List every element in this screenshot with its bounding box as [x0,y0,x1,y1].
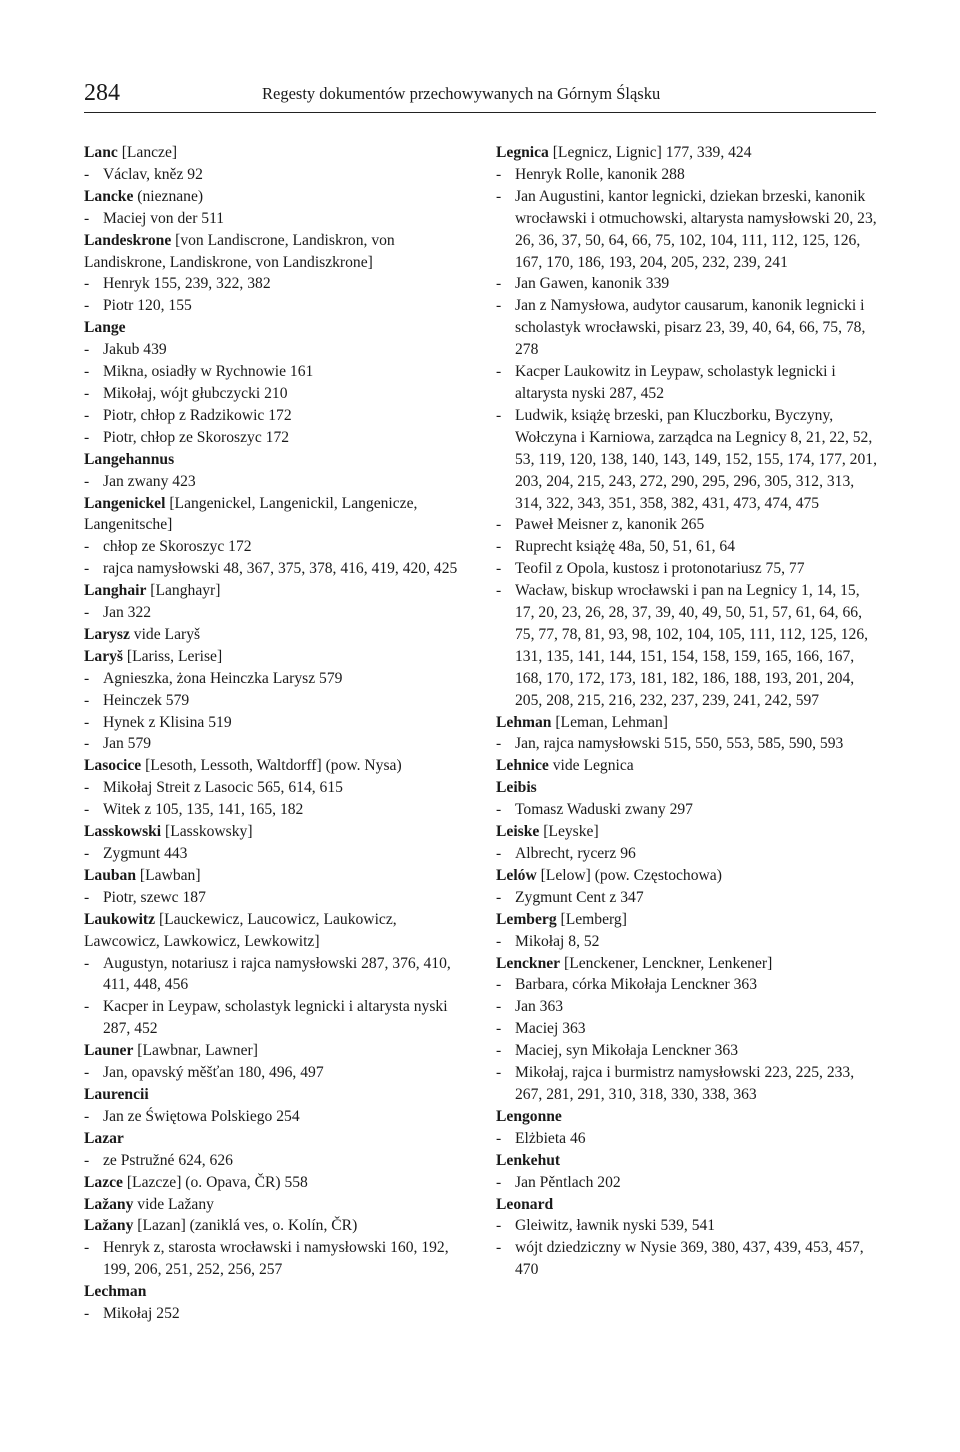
sub-entry-dash: - [84,363,90,381]
entry-variants: [Lazcze] (o. Opava, ČR) 558 [122,1173,308,1191]
entry-heading [84,1194,458,1216]
index-entry [84,909,458,1040]
sub-entry-text: Wacław, biskup wrocławski i pan na Legnicy 1, 14, 15, 17, 20, 23, 26, 28, 37, 39, 40, 49, 50, 51, 57, 61, 64, 66, 75, 77, 78, 81, 93, 98, 102, 104, 105, 111, 112, 125, 126, 131, 135, 141, 144, 151, 154, 158, 159, 165, 166, 167, 168, 170, 172, 173, 181, 182, 186, 188, 193, 201, 204, 205, 208, 215, 216, 232, 237, 239, 241, 242, 597 [515,582,869,709]
entry-variants: [Legnicz, Lignic] 177, 339, 424 [548,144,752,161]
sub-entry-text: Jan zwany 423 [103,472,196,490]
entry-heading [496,1106,878,1128]
entry-heading [84,1215,458,1237]
sub-entry-dash: - [84,888,90,906]
sub-entry-text: Witek z 105, 135, 141, 165, 182 [103,801,304,819]
entry-heading [84,1084,458,1106]
index-entry [496,712,878,756]
index-entry [84,493,458,581]
sub-entry [496,558,878,580]
sub-entry-text: Zygmunt Cent z 347 [515,888,644,906]
sub-entry-text: wójt dziedziczny w Nysie 369, 380, 437, 439, 453, 457, 470 [515,1239,864,1279]
entry-headword: Lange [84,319,126,337]
index-column-left [84,142,458,1325]
sub-entry-text: Jan ze Świętowa Polskiego 254 [103,1107,300,1125]
entry-headword: Larysz [84,625,130,643]
entry-heading [496,142,878,164]
sub-entry-text: Maciej, syn Mikołaja Lenckner 363 [515,1042,739,1060]
index-entry [496,777,878,821]
sub-entry-text: Barbara, córka Mikołaja Lenckner 363 [515,976,758,994]
sub-entry-text: Ruprecht książę 48a, 50, 51, 61, 64 [515,538,735,556]
entry-heading [84,909,458,953]
sub-entry [496,1215,878,1237]
sub-entry-text: Kacper Laukowitz in Leypaw, scholastyk legnicki i altarysta nyski 287, 452 [515,363,836,402]
sub-entry-text: Piotr 120, 155 [103,297,192,315]
entry-heading [84,142,458,164]
entry-variants: [Lariss, Lerise] [122,647,223,665]
entry-heading [84,646,458,668]
index-entry [496,755,878,777]
entry-headword: Lasskowski [84,823,162,841]
sub-entry [84,712,458,734]
sub-entry-dash: - [84,1107,90,1125]
entry-heading [84,317,458,339]
entry-headword: Lanc [84,144,118,161]
sub-entry [496,186,878,274]
sub-entry-dash: - [84,604,90,622]
index-entry [84,449,458,493]
sub-entry-dash: - [84,779,90,797]
entry-headword: Lasocice [84,757,142,775]
sub-entry-text: Agnieszka, żona Heinczka Larysz 579 [103,669,343,687]
running-title: Regesty dokumentów przechowywanych na Górnym Śląsku [262,84,661,103]
sub-entry-text: Jakub 439 [103,341,167,359]
sub-entry-dash: - [84,1151,90,1169]
sub-entry-text: Jan Gawen, kanonik 339 [515,275,670,293]
sub-entry-dash: - [496,1042,502,1060]
entry-headword: Lauban [84,866,137,884]
sub-entry [496,1062,878,1106]
index-entry [84,1215,458,1281]
sub-entry [496,974,878,996]
entry-headword: Leibis [496,779,537,797]
sub-entry [84,339,458,361]
sub-entry-text: Mikna, osiadły w Rychnowie 161 [103,363,314,381]
entry-heading [496,909,878,931]
entry-variants: [Leyske] [539,823,599,841]
sub-entry-dash: - [496,363,502,381]
page-number: 284 [84,80,120,106]
entry-heading [84,1281,458,1303]
index-entry [84,1128,458,1172]
entry-variants: [Lesoth, Lessoth, Waltdorff] (pow. Nysa) [141,757,402,775]
sub-entry [496,405,878,515]
sub-entry-text: Mikołaj Streit z Lasocic 565, 614, 615 [103,779,343,797]
entry-heading [84,186,458,208]
entry-headword: Lelów [496,866,537,884]
entry-headword: Lenckner [496,954,561,972]
sub-entry-dash: - [496,998,502,1016]
index-entry [496,1150,878,1194]
sub-entry-text: Piotr, szewc 187 [103,888,206,906]
sub-entry-text: Augustyn, notariusz i rajca namysłowski 287, 376, 410, 411, 448, 456 [103,954,451,994]
sub-entry-dash: - [496,735,502,753]
sub-entry-dash: - [84,1305,90,1323]
sub-entry [84,799,458,821]
sub-entry-text: Mikołaj, wójt głubczycki 210 [103,384,288,402]
sub-entry [84,1106,458,1128]
entry-variants: [Lenckener, Lenckner, Lenkener] [560,954,773,972]
index-entry [84,624,458,646]
page-header [84,78,876,113]
sub-entry [496,1040,878,1062]
index-column-right [496,142,878,1281]
sub-entry [84,1303,458,1325]
entry-heading [496,1150,878,1172]
sub-entry-text: Albrecht, rycerz 96 [515,845,636,862]
sub-entry-text: Henryk z, starosta wrocławski i namysłowski 160, 192, 199, 206, 251, 252, 256, 257 [103,1239,449,1279]
sub-entry-dash: - [496,516,502,534]
sub-entry [84,887,458,909]
index-entry [84,1172,458,1194]
entry-heading [84,449,458,471]
index-entry [496,821,878,865]
sub-entry-dash: - [84,472,90,490]
sub-entry-dash: - [84,384,90,402]
entry-headword: Langenickel [84,494,166,512]
entry-headword: Landeskrone [84,231,172,249]
sub-entry-text: Zygmunt 443 [103,845,188,862]
sub-entry-dash: - [496,582,502,600]
index-entry [496,1194,878,1282]
sub-entry [84,733,458,755]
entry-variants: [von Landiscrone, Landiskron, von Landiskrone, Landiskrone, von Landiszkrone] [84,231,395,271]
sub-entry-dash: - [84,713,90,731]
sub-entry [84,668,458,690]
sub-entry-text: Mikołaj 8, 52 [515,932,600,950]
sub-entry [496,799,878,821]
index-entry [84,755,458,821]
sub-entry-text: Piotr, chłop ze Skoroszyc 172 [103,428,290,446]
index-entry [84,821,458,865]
index-entry [84,230,458,318]
sub-entry [84,405,458,427]
sub-entry-text: Heinczek 579 [103,691,190,709]
sub-entry-text: Maciej 363 [515,1020,586,1038]
sub-entry-dash: - [496,932,502,950]
sub-entry-text: Maciej von der 511 [103,209,225,227]
sub-entry [496,580,878,711]
sub-entry-text: Hynek z Klisina 519 [103,713,232,731]
sub-entry [84,471,458,493]
sub-entry-dash: - [84,801,90,819]
entry-heading [496,1194,878,1216]
entry-headword: Lažany [84,1217,134,1235]
sub-entry [84,996,458,1040]
sub-entry [84,777,458,799]
sub-entry-dash: - [496,165,502,183]
sub-entry [84,690,458,712]
index-entry [84,1040,458,1084]
sub-entry [496,361,878,405]
sub-entry-dash: - [84,1064,90,1082]
sub-entry [496,536,878,558]
index-entry [84,1084,458,1128]
entry-headword: Lengonne [496,1107,562,1125]
sub-entry-dash: - [496,801,502,819]
index-entry [84,186,458,230]
index-entry [84,1194,458,1216]
entry-headword: Legnica [496,144,549,161]
sub-entry [496,1018,878,1040]
sub-entry-dash: - [84,560,90,578]
sub-entry-dash: - [84,998,90,1016]
entry-heading [496,755,878,777]
entry-heading [496,865,878,887]
sub-entry [496,514,878,536]
sub-entry-dash: - [496,560,502,578]
sub-entry-text: Mikołaj, rajca i burmistrz namysłowski 223, 225, 233, 267, 281, 291, 310, 318, 330, 338, 363 [515,1064,855,1103]
sub-entry-text: Gleiwitz, ławnik nyski 539, 541 [515,1217,716,1235]
entry-headword: Lažany [84,1195,134,1213]
entry-heading [84,821,458,843]
entry-headword: Lancke [84,187,134,205]
entry-headword: Lenkehut [496,1151,561,1169]
sub-entry-text: Tomasz Waduski zwany 297 [515,801,693,819]
sub-entry-dash: - [496,1020,502,1038]
index-entry [84,865,458,909]
sub-entry-text: Jan, opavský měšťan 180, 496, 497 [103,1064,324,1082]
sub-entry [84,953,458,997]
entry-heading [496,712,878,734]
entry-headword: Lazce [84,1173,123,1191]
index-entry [84,580,458,624]
sub-entry [84,361,458,383]
entry-heading [84,624,458,646]
sub-entry-text: Jan Pěntlach 202 [515,1173,621,1191]
index-entry [84,317,458,448]
sub-entry-text: Jan Augustini, kantor legnicki, dziekan brzeski, kanonik wrocławski i otmuchowski, altarysta namysłowski 20, 23, 26, 36, 37, 50, 64, 66, 75, 102, 104, 111, 112, 125, 126, 167, 170, 186, 193, 204, 205, 232, 239, 241 [515,187,877,271]
entry-headword: Langehannus [84,450,175,468]
sub-entry [84,1062,458,1084]
entry-headword: Laukowitz [84,910,156,928]
sub-entry [496,1128,878,1150]
index-entry [84,1281,458,1325]
entry-headword: Launer [84,1042,134,1060]
sub-entry-dash: - [496,976,502,994]
sub-entry [496,843,878,865]
entry-headword: Langhair [84,582,147,600]
sub-entry-dash: - [496,888,502,906]
sub-entry [84,1237,458,1281]
sub-entry-dash: - [84,538,90,556]
sub-entry [496,164,878,186]
index-entry [496,1106,878,1150]
sub-entry-dash: - [84,297,90,315]
entry-heading [84,493,458,537]
index-entry [84,142,458,186]
sub-entry-text: Ludwik, książę brzeski, pan Kluczborku, Byczyny, Wołczyna i Karniowa, zarządca na Legnicy 8, 21, 22, 52, 53, 119, 120, 138, 140, 143, 149, 152, 155, 174, 177, 201, 203, 204, 215, 243, 272, 290, 295, 296, 305, 312, 313, 314, 322, 343, 351, 358, 382, 431, 473, 474, 475 [515,406,877,512]
entry-headword: Lechman [84,1283,147,1301]
sub-entry-dash: - [84,275,90,293]
sub-entry-dash: - [84,669,90,687]
entry-heading [496,821,878,843]
entry-heading [84,1128,458,1150]
sub-entry-text: Kacper in Leypaw, scholastyk legnicki i altarysta nyski 287, 452 [103,998,448,1038]
entry-heading [84,1172,458,1194]
sub-entry-dash: - [84,691,90,709]
sub-entry-text: Mikołaj 252 [103,1305,180,1323]
sub-entry-dash: - [84,209,90,227]
entry-variants: [Langhayr] [146,582,221,600]
sub-entry-text: Jan 322 [103,604,152,622]
entry-variants: [Lazan] (zaniklá ves, o. Kolín, ČR) [133,1217,358,1235]
sub-entry-dash: - [496,1173,502,1191]
entry-heading [84,865,458,887]
sub-entry [496,887,878,909]
sub-entry [84,558,458,580]
sub-entry-text: Jan 579 [103,735,152,753]
sub-entry [496,931,878,953]
entry-headword: Lehnice [496,757,549,775]
sub-entry [84,536,458,558]
entry-variants: [Lawban] [136,866,201,884]
sub-entry-dash: - [496,845,502,862]
sub-entry-text: Jan 363 [515,998,564,1016]
entry-headword: Lemberg [496,910,557,928]
sub-entry-text: rajca namysłowski 48, 367, 375, 378, 416, 419, 420, 425 [103,560,458,578]
sub-entry-text: Václav, kněz 92 [103,165,203,183]
index-entry [496,142,878,712]
sub-entry-dash: - [496,406,502,424]
entry-heading [496,953,878,975]
sub-entry [84,383,458,405]
sub-entry-dash: - [84,165,90,183]
entry-variants: [Lelow] (pow. Częstochowa) [536,866,722,884]
sub-entry [496,295,878,361]
entry-heading [496,777,878,799]
sub-entry-dash: - [496,538,502,556]
sub-entry [496,1172,878,1194]
sub-entry-text: Jan, rajca namysłowski 515, 550, 553, 585, 590, 593 [515,735,844,753]
sub-entry [84,427,458,449]
entry-variants: [Langenickel, Langenickil, Langenicze, Langenitsche] [84,494,418,534]
sub-entry-text: Paweł Meisner z, kanonik 265 [515,516,705,534]
entry-headword: Leiske [496,823,540,841]
entry-variants: (nieznane) [133,187,204,205]
sub-entry-dash: - [496,297,502,315]
entry-headword: Laurencii [84,1085,149,1103]
entry-heading [84,230,458,274]
entry-variants: [Lancze] [117,144,178,161]
entry-variants: vide Legnica [548,757,634,775]
sub-entry [84,295,458,317]
entry-heading [84,580,458,602]
entry-headword: Leonard [496,1195,554,1213]
sub-entry [496,996,878,1018]
sub-entry-dash: - [84,735,90,753]
sub-entry-text: Henryk 155, 239, 322, 382 [103,275,271,293]
sub-entry-dash: - [496,1217,502,1235]
sub-entry-text: Jan z Namysłowa, audytor causarum, kanonik legnicki i scholastyk wrocławski, pisarz 23, 39, 40, 64, 66, 75, 78, 278 [515,297,866,359]
sub-entry [496,733,878,755]
sub-entry [84,602,458,624]
entry-variants: [Leman, Lehman] [551,713,668,731]
sub-entry-dash: - [84,845,90,862]
entry-variants: vide Laryš [129,625,201,643]
entry-variants: [Lawbnar, Lawner] [133,1042,258,1060]
sub-entry-dash: - [84,341,90,359]
sub-entry-dash: - [496,187,502,205]
sub-entry [496,273,878,295]
sub-entry [84,208,458,230]
entry-variants: [Lauckewicz, Laucowicz, Laukowicz, Lawcowicz, Lawkowicz, Lewkowitz] [84,910,397,950]
entry-variants: vide Lažany [133,1195,214,1213]
sub-entry-dash: - [496,1129,502,1147]
sub-entry [496,1237,878,1281]
sub-entry-text: Elżbieta 46 [515,1129,586,1147]
sub-entry-text: Piotr, chłop z Radzikowic 172 [103,406,292,424]
index-entry [496,865,878,909]
sub-entry-dash: - [84,406,90,424]
entry-variants: [Lasskowsky] [161,823,253,841]
sub-entry-dash: - [496,1064,502,1082]
entry-headword: Lehman [496,713,552,731]
sub-entry [84,843,458,865]
sub-entry-text: Teofil z Opola, kustosz i protonotariusz 75, 77 [515,560,805,578]
sub-entry-dash: - [84,1239,90,1257]
index-entry [496,909,878,953]
index-entry [84,646,458,756]
sub-entry-dash: - [84,428,90,446]
sub-entry-dash: - [496,1239,502,1257]
sub-entry-dash: - [84,954,90,972]
index-entry [496,953,878,1106]
sub-entry [84,164,458,186]
sub-entry [84,273,458,295]
sub-entry-text: ze Pstružné 624, 626 [103,1151,233,1169]
entry-heading [84,755,458,777]
entry-headword: Lazar [84,1129,124,1147]
sub-entry-text: Henryk Rolle, kanonik 288 [515,165,685,183]
sub-entry [84,1150,458,1172]
entry-heading [84,1040,458,1062]
sub-entry-text: chłop ze Skoroszyc 172 [103,538,252,556]
entry-headword: Laryš [84,647,123,665]
entry-variants: [Lemberg] [556,910,627,928]
sub-entry-dash: - [496,275,502,293]
